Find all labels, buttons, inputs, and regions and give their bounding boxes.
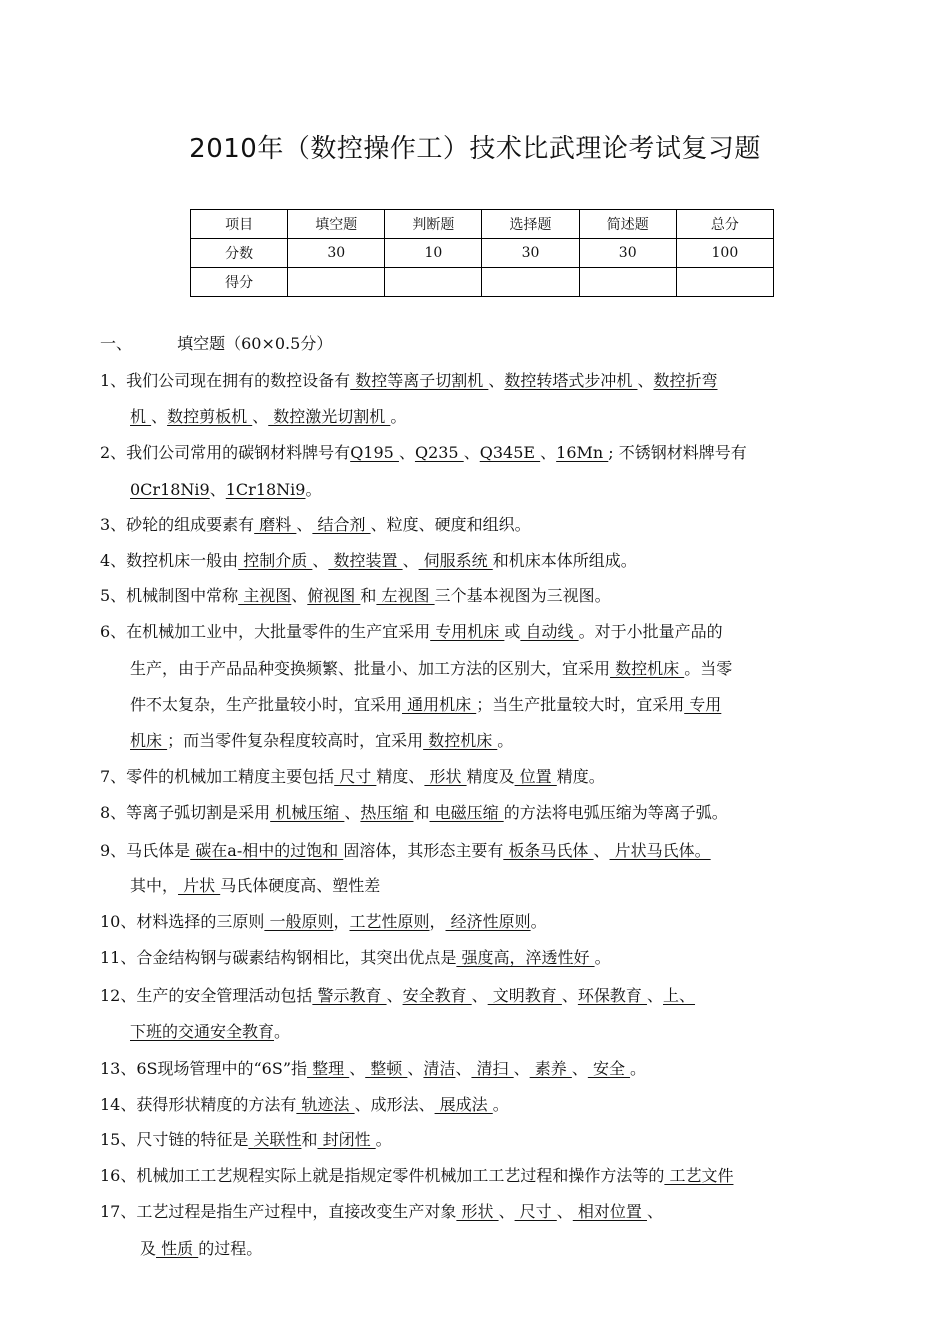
question-line	[100, 551, 637, 571]
question-text: 、	[646, 986, 663, 1005]
question-text: 其中，	[130, 876, 179, 895]
question-text: 17、工艺过程是指生产过程中，直接改变生产对象	[100, 1202, 457, 1221]
question-text: ，	[333, 912, 350, 931]
question-text: 的方法将电弧压缩为等离子弧。	[503, 803, 728, 822]
question-text: 、	[402, 551, 419, 570]
answer-text: 1Cr18Ni9	[225, 480, 306, 499]
question-text: 。	[497, 731, 514, 750]
question-line	[100, 1095, 509, 1115]
answer-text: 上、	[663, 986, 696, 1005]
question-continuation-line	[130, 480, 322, 500]
question-text: ；而当零件复杂程度较高时，宜采用	[167, 731, 424, 750]
answer-text: 数控折弯	[653, 371, 718, 390]
answer-text: 一般原则	[264, 912, 334, 931]
question-text: 、	[513, 1059, 530, 1078]
question-text: 或	[504, 622, 521, 641]
answer-text: 板条马氏体	[503, 841, 594, 860]
question-text: ；当生产批量较大时，宜采用	[476, 695, 685, 714]
question-text: 、	[296, 515, 313, 534]
question-text: 和	[413, 803, 430, 822]
answer-text: 安全	[587, 1059, 631, 1078]
answer-text: 磨料	[254, 515, 297, 534]
score-table-cell: 30	[288, 239, 385, 268]
question-text: 。对于小批量产品的	[578, 622, 723, 641]
answer-text: 热压缩	[360, 803, 414, 822]
question-text: 精度及	[466, 767, 515, 786]
answer-text: 整理	[307, 1059, 350, 1078]
question-line	[100, 1166, 733, 1186]
question-text: 、	[209, 480, 226, 499]
score-table-cell: 选择题	[482, 210, 579, 239]
answer-text: 尺寸	[514, 1202, 557, 1221]
answer-text: 碳在a-相中的过饱和	[190, 841, 344, 860]
question-text: 和	[360, 586, 377, 605]
answer-text: 轨迹法	[296, 1095, 355, 1114]
answer-text: 控制介质	[238, 551, 313, 570]
question-text: 13、6S现场管理中的“6S”指	[100, 1059, 308, 1078]
question-text: 、	[556, 1202, 573, 1221]
question-text: 、	[455, 1059, 472, 1078]
answer-text: 数控装置	[328, 551, 403, 570]
answer-text: 结合剂	[312, 515, 371, 534]
answer-text: 数控机床	[610, 659, 685, 678]
question-line	[100, 1202, 663, 1222]
answer-text: 数控机床	[423, 731, 498, 750]
answer-text: 形状	[456, 1202, 499, 1221]
answer-text: 清扫	[471, 1059, 514, 1078]
score-table-cell	[482, 268, 579, 297]
answer-text: 专用机床	[430, 622, 505, 641]
answer-text: Q345E	[479, 443, 541, 462]
question-text: 、	[252, 407, 269, 426]
section-heading	[100, 334, 332, 354]
answer-text: 尺寸	[334, 767, 377, 786]
question-text: 、	[561, 986, 578, 1005]
question-text: 9、马氏体是	[100, 841, 191, 860]
question-text: 。	[630, 1059, 647, 1078]
question-text: 。	[305, 480, 322, 499]
question-text: 。	[594, 948, 611, 967]
answer-text: 警示教育	[312, 986, 387, 1005]
answer-text: 机械压缩	[270, 803, 345, 822]
question-line	[100, 912, 547, 932]
question-continuation-line	[140, 1239, 262, 1259]
question-text: 、	[407, 1059, 424, 1078]
question-text: 、	[540, 443, 557, 462]
score-table-row	[191, 268, 774, 297]
question-text: 、	[386, 986, 403, 1005]
question-text: 2、我们公司常用的碳钢材料牌号有	[100, 443, 351, 462]
answer-text: Q195	[350, 443, 399, 462]
answer-text: 数控激光切割机	[268, 407, 391, 426]
score-table-row	[191, 210, 774, 239]
page-title: 2010年（数控操作工）技术比武理论考试复习题	[189, 134, 761, 164]
question-continuation-line	[130, 731, 513, 751]
answer-text: 性质	[156, 1239, 199, 1258]
question-text: 、	[471, 986, 488, 1005]
answer-text: 伺服系统	[418, 551, 493, 570]
question-text: 、	[463, 443, 480, 462]
score-table-cell: 总分	[676, 210, 773, 239]
answer-text: 专用	[684, 695, 722, 714]
question-continuation-line	[130, 1022, 290, 1042]
section-heading-text: 填空题（60×0.5分）	[177, 334, 333, 353]
score-table-cell: 30	[482, 239, 579, 268]
score-table-cell: 100	[676, 239, 773, 268]
answer-text: 素养	[529, 1059, 572, 1078]
question-line	[100, 1059, 646, 1079]
score-table-cell: 得分	[191, 268, 288, 297]
question-text: 11、合金结构钢与碳素结构钢相比，其突出优点是	[100, 948, 457, 967]
question-text: 和机床本体所组成。	[492, 551, 637, 570]
question-text: 。	[530, 912, 547, 931]
section-number: 一、	[100, 334, 133, 353]
question-continuation-line	[130, 695, 721, 715]
answer-text: 片状马氏体。	[609, 841, 711, 860]
answer-text: 整顿	[365, 1059, 408, 1078]
question-line	[100, 515, 531, 535]
answer-text: 通用机床	[402, 695, 477, 714]
score-table-cell: 项目	[191, 210, 288, 239]
question-text: 4、数控机床一般由	[100, 551, 239, 570]
question-text: 的过程。	[198, 1239, 263, 1258]
question-text: 固溶体，其形态主要有	[343, 841, 504, 860]
answer-text: 数控剪板机	[167, 407, 253, 426]
answer-text: 机	[130, 407, 152, 426]
score-table-cell: 简述题	[579, 210, 676, 239]
answer-text: 安全教育	[402, 986, 472, 1005]
answer-text: 片状	[178, 876, 221, 895]
question-text: 6、在机械加工业中，大批量零件的生产宜采用	[100, 622, 431, 641]
question-line	[100, 948, 611, 968]
score-table	[190, 209, 774, 297]
answer-text: 展成法	[434, 1095, 493, 1114]
question-text: 8、等离子弧切割是采用	[100, 803, 271, 822]
answer-text: 左视图	[376, 586, 435, 605]
answer-text: 机床	[130, 731, 168, 750]
question-text: 及	[140, 1239, 157, 1258]
answer-text: Q235	[414, 443, 464, 462]
question-continuation-line	[130, 659, 732, 679]
answer-text: 经济性原则	[445, 912, 531, 931]
question-line	[100, 443, 747, 463]
question-text: 、粒度、硬度和组织。	[370, 515, 531, 534]
question-text: 、	[398, 443, 415, 462]
answer-text: 强度高，淬透性好	[456, 948, 595, 967]
answer-text: 关联性	[248, 1130, 302, 1149]
question-text: 。	[492, 1095, 509, 1114]
question-text: 、	[488, 371, 505, 390]
question-text: 16、机械加工工艺规程实际上就是指规定零件机械加工工艺过程和操作方法等的	[100, 1166, 665, 1185]
answer-text: 下班的交通安全教育	[130, 1022, 275, 1041]
question-text: 、	[646, 1202, 663, 1221]
question-continuation-line	[130, 407, 406, 427]
question-text: 。当零	[684, 659, 733, 678]
question-text: 10、材料选择的三原则	[100, 912, 265, 931]
question-text: 5、机械制图中常称	[100, 586, 239, 605]
answer-text: 封闭性	[317, 1130, 376, 1149]
question-text: 、	[571, 1059, 588, 1078]
answer-text: 工艺文件	[664, 1166, 734, 1185]
answer-text: 主视图	[238, 586, 292, 605]
answer-text: 电磁压缩	[429, 803, 504, 822]
score-table-cell	[676, 268, 773, 297]
question-text: 1、我们公司现在拥有的数控设备有	[100, 371, 351, 390]
answer-text: 工艺性原则	[349, 912, 430, 931]
question-continuation-line	[130, 876, 380, 896]
question-line	[100, 586, 611, 606]
answer-text: 俯视图	[307, 586, 361, 605]
answer-text: 16Mn	[556, 443, 609, 462]
question-text: 和	[301, 1130, 318, 1149]
question-text: 、	[291, 586, 308, 605]
question-text: 三个基本视图为三视图。	[434, 586, 611, 605]
question-line	[100, 767, 605, 787]
question-line	[100, 371, 718, 391]
question-text: 。	[274, 1022, 291, 1041]
question-text: 生产，由于产品品种变换频繁、批量小、加工方法的区别大，宜采用	[130, 659, 611, 678]
question-line	[100, 1130, 392, 1150]
answer-text: 0Cr18Ni9	[130, 480, 210, 499]
score-table-cell	[385, 268, 482, 297]
question-text: 、	[498, 1202, 515, 1221]
question-line	[100, 803, 728, 823]
question-line	[100, 841, 711, 861]
question-text: 精度。	[556, 767, 605, 786]
score-table-cell: 10	[385, 239, 482, 268]
score-table-cell	[579, 268, 676, 297]
question-text: 、	[637, 371, 654, 390]
question-text: 14、获得形状精度的方法有	[100, 1095, 297, 1114]
answer-text: 数控等离子切割机	[350, 371, 489, 390]
question-text: 、	[151, 407, 168, 426]
score-table-cell: 30	[579, 239, 676, 268]
question-text: 、	[593, 841, 610, 860]
question-text: 、	[312, 551, 329, 570]
question-text: 。	[390, 407, 407, 426]
question-text: 、	[349, 1059, 366, 1078]
answer-text: 数控转塔式步冲机	[504, 371, 638, 390]
question-text: 3、砂轮的组成要素有	[100, 515, 255, 534]
answer-text: 相对位置	[572, 1202, 647, 1221]
question-text: 15、尺寸链的特征是	[100, 1130, 249, 1149]
answer-text: 位置	[514, 767, 557, 786]
score-table-cell	[288, 268, 385, 297]
score-table-row	[191, 239, 774, 268]
question-text: 。	[375, 1130, 392, 1149]
question-line	[100, 622, 723, 642]
question-text: 12、生产的安全管理活动包括	[100, 986, 313, 1005]
answer-text: 清洁	[423, 1059, 456, 1078]
score-table-cell: 判断题	[385, 210, 482, 239]
question-line	[100, 986, 695, 1006]
score-table-cell: 填空题	[288, 210, 385, 239]
question-text: 件不太复杂，生产批量较小时，宜采用	[130, 695, 403, 714]
question-text: 、成形法、	[354, 1095, 435, 1114]
score-table-cell: 分数	[191, 239, 288, 268]
answer-text: 形状	[424, 767, 467, 786]
question-text: ，	[429, 912, 446, 931]
answer-text: 环保教育	[577, 986, 647, 1005]
answer-text: 自动线	[520, 622, 579, 641]
question-text: ; 不锈钢材料牌号有	[608, 443, 747, 462]
question-text: 7、零件的机械加工精度主要包括	[100, 767, 335, 786]
question-text: 马氏体硬度高、塑性差	[220, 876, 381, 895]
answer-text: 文明教育	[487, 986, 562, 1005]
question-text: 、	[344, 803, 361, 822]
question-text: 精度、	[376, 767, 425, 786]
